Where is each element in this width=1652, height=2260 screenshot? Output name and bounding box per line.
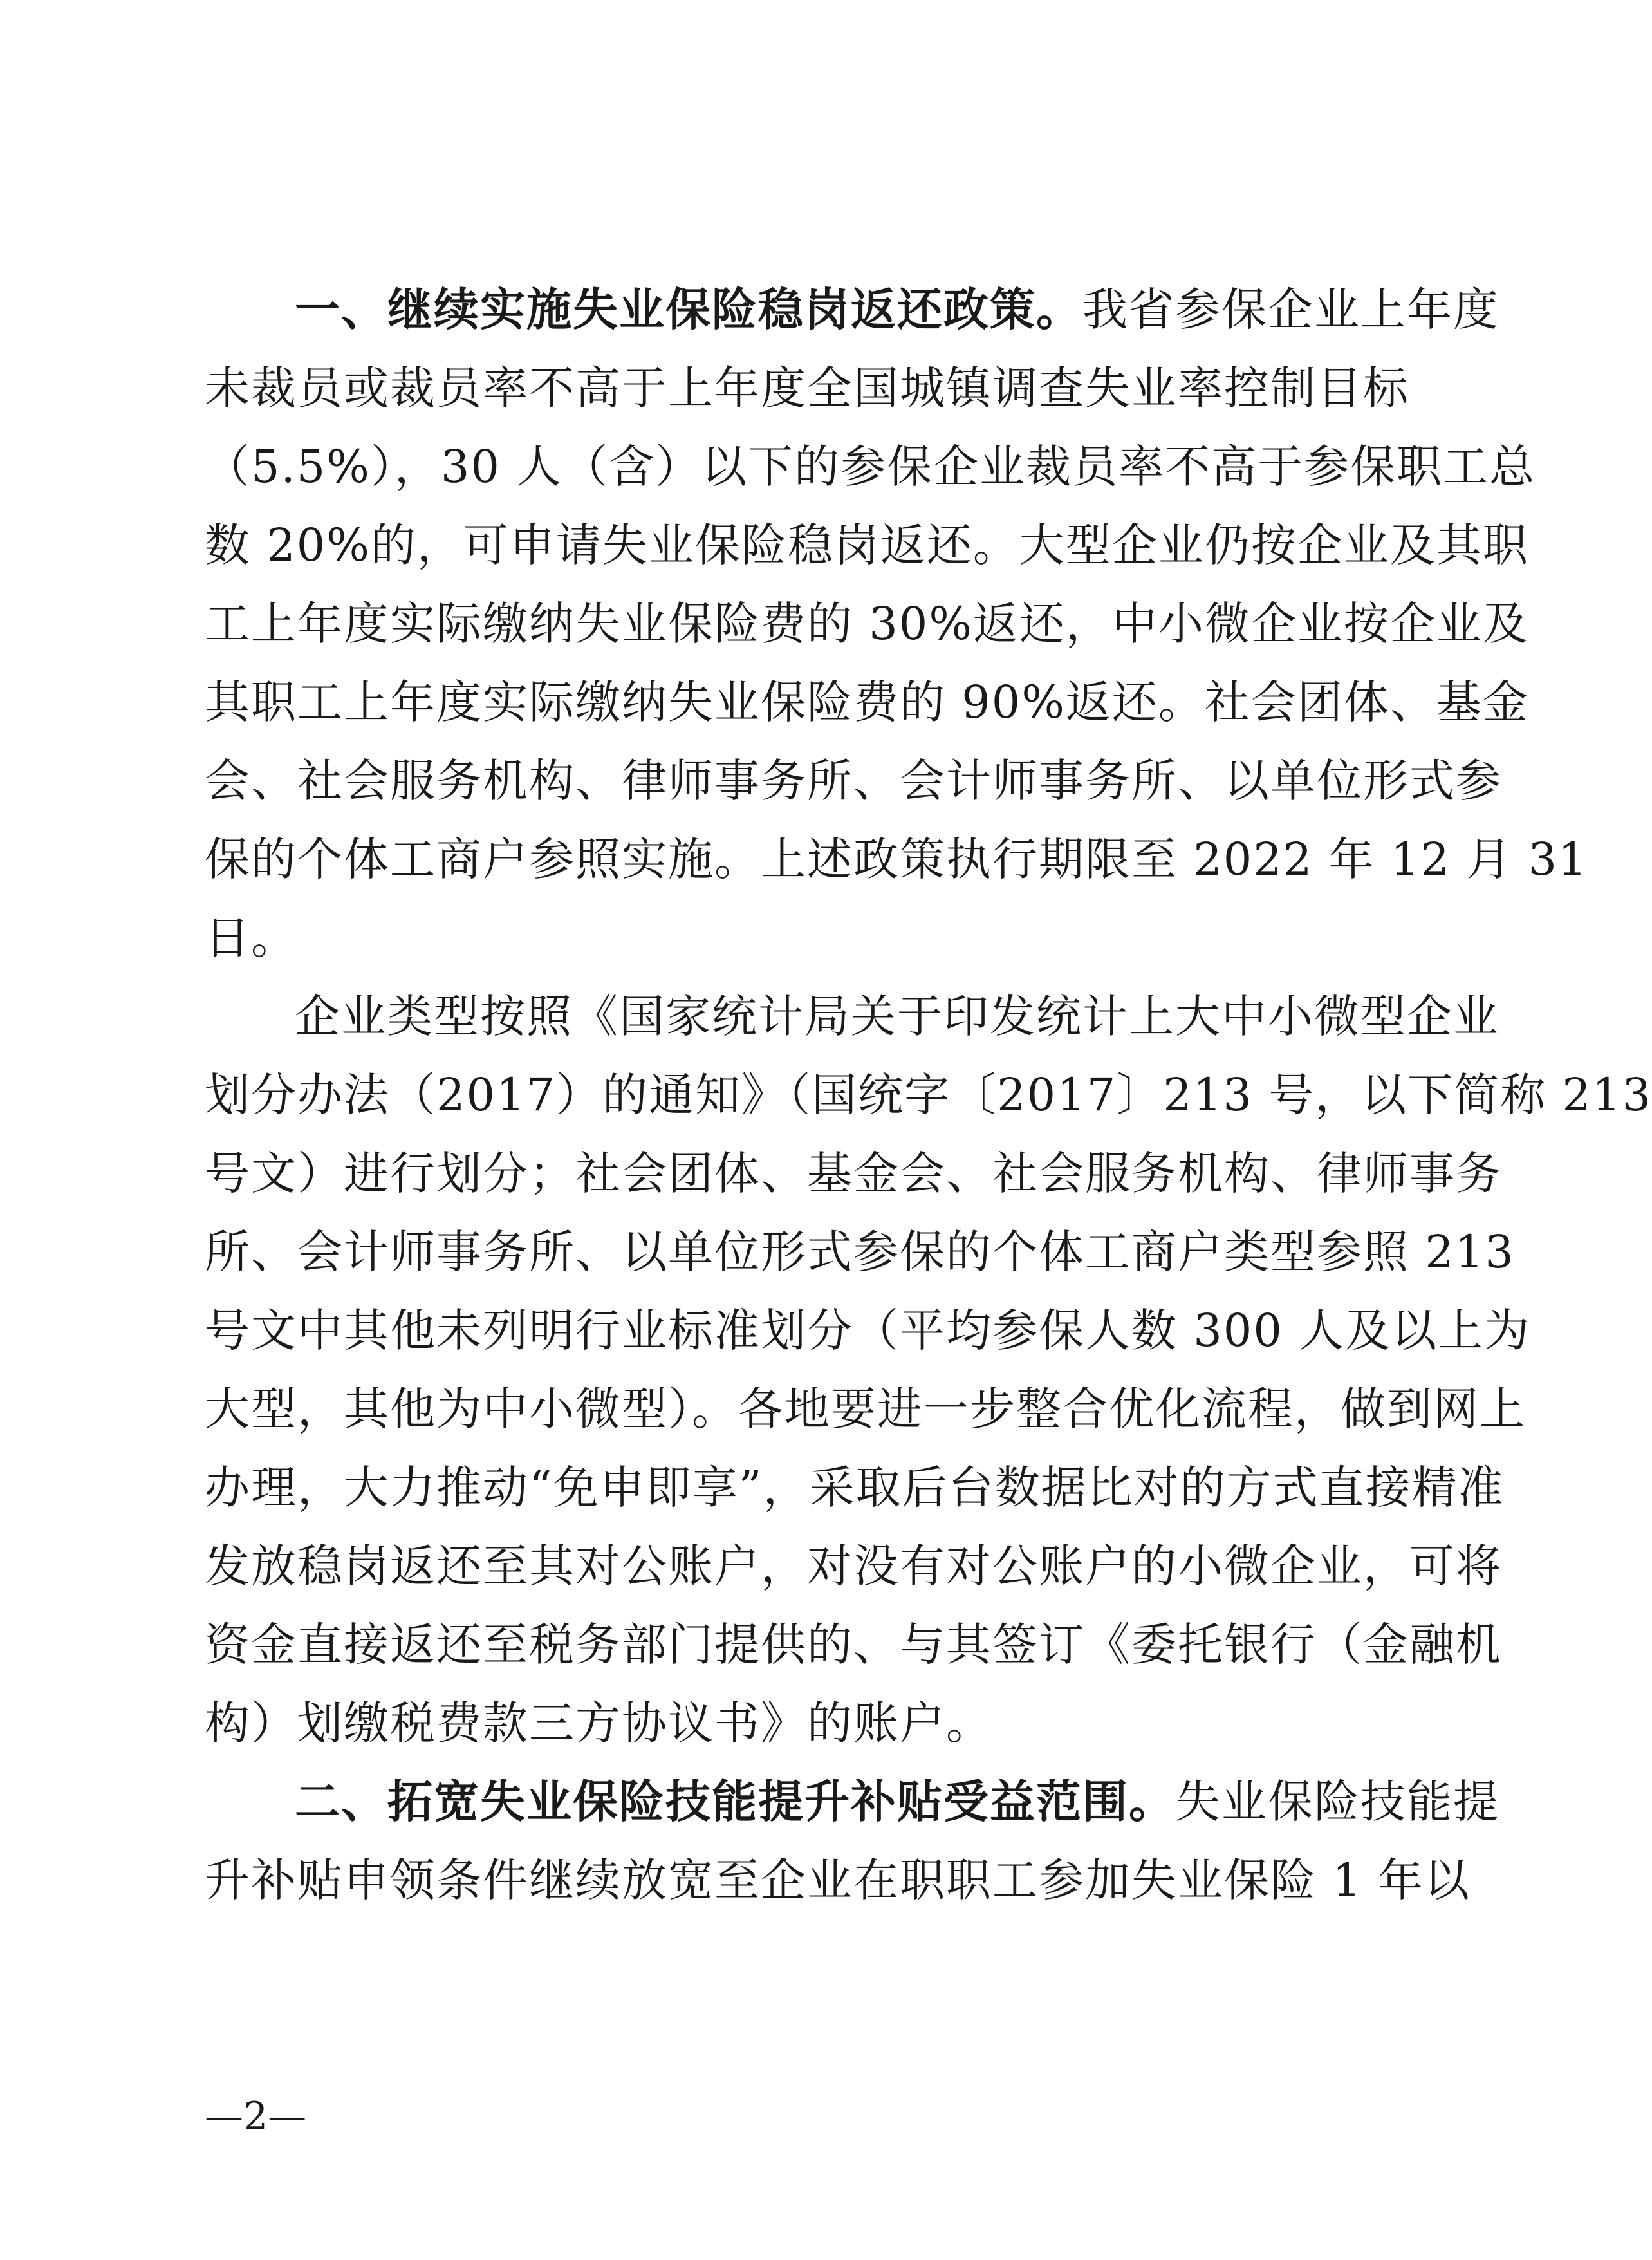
paragraph-line: 发放稳岗返还至其对公账户，对没有对公账户的小微企业，可将 bbox=[205, 1540, 1502, 1592]
paragraph-line: 划分办法（2017）的通知》（国统字〔2017〕213 号，以下简称 213 bbox=[205, 1069, 1652, 1121]
paragraph-line: 会、社会服务机构、律师事务所、会计师事务所、以单位形式参 bbox=[205, 754, 1502, 807]
paragraph-line: 大型，其他为中小微型）。各地要进一步整合优化流程，做到网上 bbox=[205, 1383, 1526, 1435]
paragraph-1-line-1 bbox=[205, 270, 1499, 349]
paragraph-line: 办理，大力推动“免申即享”，采取后台数据比对的方式直接精准 bbox=[205, 1461, 1505, 1514]
paragraph-line: 未裁员或裁员率不高于上年度全国城镇调查失业率控制目标 bbox=[205, 362, 1409, 415]
paragraph-line: 升补贴申领条件继续放宽至企业在职职工参加失业保险 1 年以 bbox=[205, 1854, 1471, 1907]
paragraph-line: 其职工上年度实际缴纳失业保险费的 90%返还。社会团体、基金 bbox=[205, 676, 1529, 729]
paragraph-text: 我省参保企业上年度 bbox=[1082, 283, 1499, 336]
page-number: —2— bbox=[205, 2094, 307, 2139]
section-heading-1: 一、继续实施失业保险稳岗返还政策。 bbox=[295, 283, 1082, 336]
paragraph-line: 号文）进行划分；社会团体、基金会、社会服务机构、律师事务 bbox=[205, 1147, 1502, 1200]
paragraph-line: 日。 bbox=[205, 911, 297, 964]
paragraph-line: （5.5%），30 人（含）以下的参保企业裁员率不高于参保职工总 bbox=[205, 440, 1536, 493]
paragraph-line: 构）划缴税费款三方协议书》的账户。 bbox=[205, 1697, 992, 1750]
paragraph-2-line-1: 企业类型按照《国家统计局关于印发统计上大中小微型企业 bbox=[295, 990, 1499, 1043]
paragraph-line: 工上年度实际缴纳失业保险费的 30%返还，中小微企业按企业及 bbox=[205, 597, 1529, 650]
paragraph-3-line-1 bbox=[205, 1762, 1499, 1841]
paragraph-line: 保的个体工商户参照实施。上述政策执行期限至 2022 年 12 月 31 bbox=[205, 833, 1588, 886]
paragraph-line: 号文中其他未列明行业标准划分（平均参保人数 300 人及以上为 bbox=[205, 1304, 1531, 1357]
section-heading-2: 二、拓宽失业保险技能提升补贴受益范围。 bbox=[295, 1775, 1175, 1828]
paragraph-line: 资金直接返还至税务部门提供的、与其签订《委托银行（金融机 bbox=[205, 1618, 1502, 1671]
paragraph-line: 数 20%的，可申请失业保险稳岗返还。大型企业仍按企业及其职 bbox=[205, 519, 1529, 572]
paragraph-text: 失业保险技能提 bbox=[1175, 1775, 1499, 1828]
document-body bbox=[205, 270, 1652, 1919]
paragraph-line: 所、会计师事务所、以单位形式参保的个体工商户类型参照 213 bbox=[205, 1226, 1515, 1278]
